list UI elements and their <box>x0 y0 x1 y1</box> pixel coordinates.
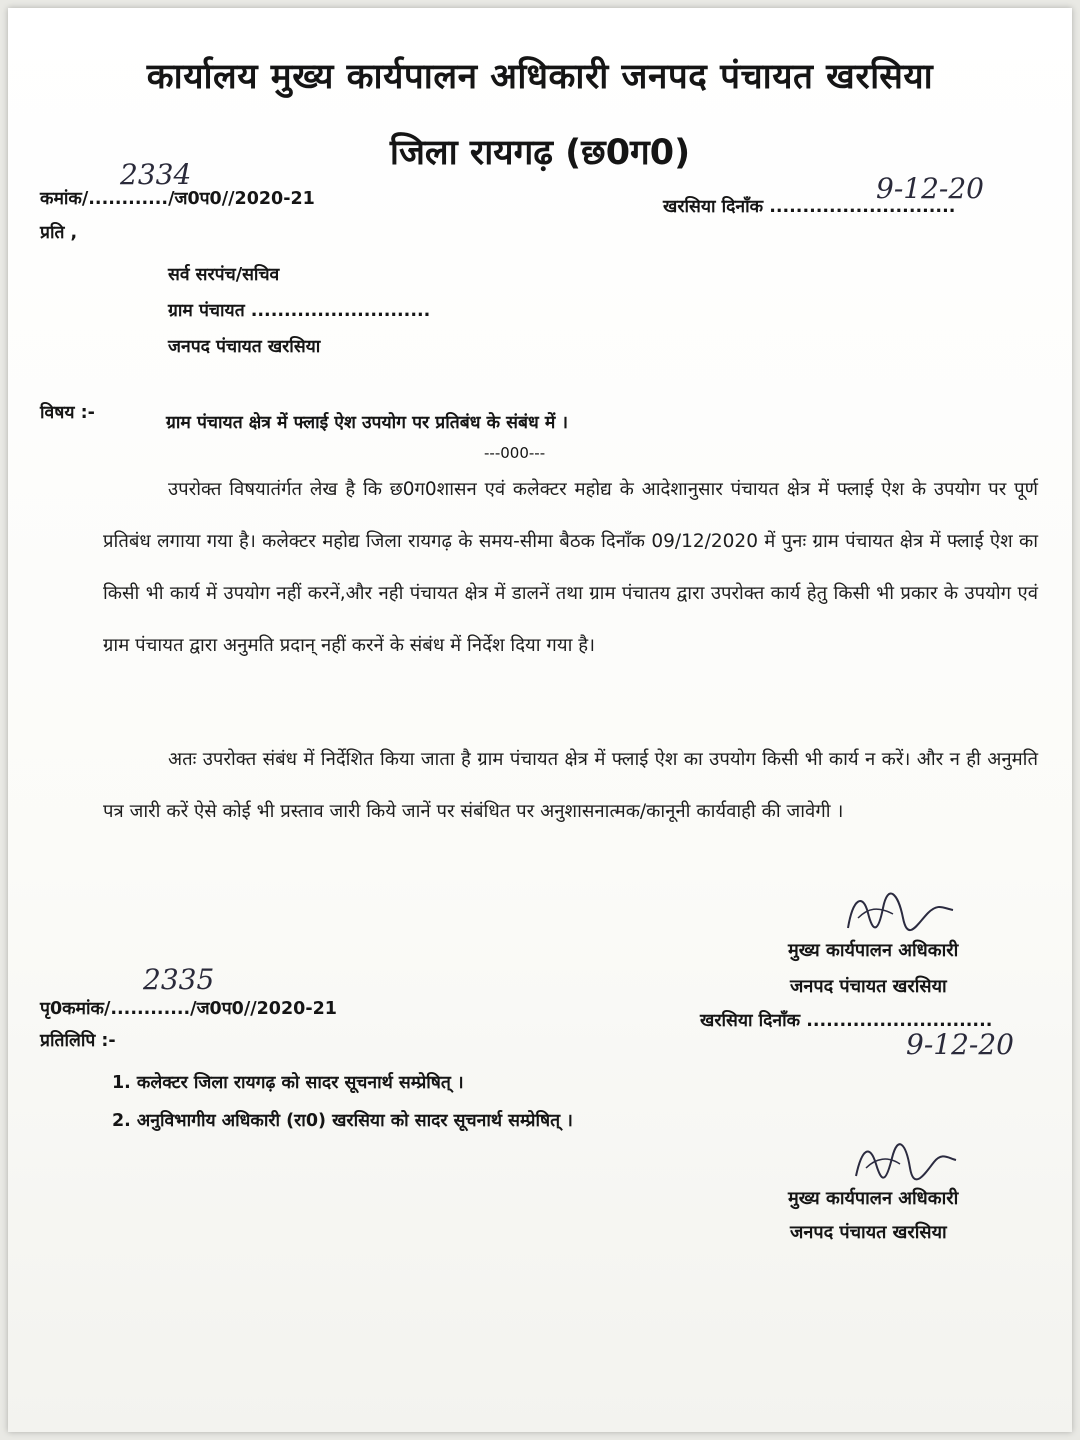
copy-kramank-line <box>40 996 337 1020</box>
copy-kramank-dots: ............ <box>110 999 191 1019</box>
separator: ---000--- <box>484 444 546 462</box>
copy-place-date-label: खरसिया दिनाँक <box>700 1011 801 1031</box>
letter-page <box>8 8 1072 1432</box>
kramank-handwritten: 2334 <box>120 158 192 191</box>
copy-date-handwritten: 9-12-20 <box>906 1028 1014 1061</box>
district-heading: जिला रायगढ़ (छ0ग0) <box>389 133 691 173</box>
date-handwritten: 9-12-20 <box>876 172 984 205</box>
place-date-label: खरसिया दिनाँक <box>663 197 764 217</box>
recipient-line-3: जनपद पंचायत खरसिया <box>168 337 321 357</box>
kramank-dots: ............ <box>88 189 169 209</box>
office-heading: कार्यालय मुख्य कार्यपालन अधिकारी जनपद पंचायत खरसिया <box>146 57 934 97</box>
signature-2-office: जनपद पंचायत खरसिया <box>790 1222 947 1243</box>
copy-list-item-2: 2. अनुविभागीय अधिकारी (रा0) खरसिया को सादर सूचनार्थ सम्प्रेषित् । <box>112 1111 573 1131</box>
copy-kramank-handwritten: 2335 <box>143 963 215 996</box>
signature-2-scribble <box>848 1138 958 1188</box>
copy-date-dots: ............................ <box>806 1011 993 1031</box>
recipient-line-1: सर्व सरपंच/सचिव <box>168 265 280 285</box>
copy-kramank-label: पृ0कमांक/ <box>40 999 111 1019</box>
signature-1-office: जनपद पंचायत खरसिया <box>790 976 947 997</box>
recipient-line-2: ग्राम पंचायत ........................... <box>168 301 431 321</box>
signature-2-title: मुख्य कार्यपालन अधिकारी <box>788 1188 959 1209</box>
prati-label: प्रति , <box>40 223 78 243</box>
subject-label: विषय :- <box>40 403 95 423</box>
kramank-suffix: /ज0प0//2020-21 <box>168 189 315 209</box>
body-paragraph-2: अतः उपरोक्त संबंध में निर्देशित किया जाता है ग्राम पंचायत क्षेत्र में फ्लाई ऐश का उपयोग किसी भी कार्य न करें। और न ही अनुमति पत्र जारी करें ऐसे कोई भी प्रस्ताव जारी किये जानें पर संबंधित पर अनुशासनात्मक/कानूनी कार्यवाही की जावेगी । <box>103 749 1038 822</box>
copy-list-label: प्रतिलिपि :- <box>40 1031 116 1051</box>
copy-kramank-suffix: /ज0प0//2020-21 <box>190 999 337 1019</box>
signature-1-title: मुख्य कार्यपालन अधिकारी <box>788 940 959 961</box>
subject-text: ग्राम पंचायत क्षेत्र में फ्लाई ऐश उपयोग पर प्रतिबंध के संबंध में । <box>166 413 569 433</box>
body-paragraph-1: उपरोक्त विषयातंर्गत लेख है कि छ0ग0शासन एवं कलेक्टर महोद्य के आदेशानुसार पंचायत क्षेत्र में फ्लाई ऐश के उपयोग पर पूर्ण प्रतिबंध लगाया गया है। कलेक्टर महोद्य जिला रायगढ़ के समय-सीमा बैठक दिनाँक 09/12/2020 में पुनः ग्राम पंचायत क्षेत्र में फ्लाई ऐश का किसी भी कार्य में उपयोग नहीं करनें,और नही पंचायत क्षेत्र में डालनें तथा ग्राम पंचातय द्वारा उपरोक्त कार्य हेतु किसी भी प्रकार के उपयोग एवं ग्राम पंचायत द्वारा अनुमति प्रदान् नहीं करनें के संबंध में निर्देश दिया गया है। <box>103 479 1038 656</box>
copy-list-item-1: 1. कलेक्टर जिला रायगढ़ को सादर सूचनार्थ सम्प्रेषित् । <box>112 1073 464 1093</box>
signature-1-scribble <box>838 888 958 938</box>
date-dots: ............................ <box>769 197 956 217</box>
kramank-label: कमांक/ <box>40 189 89 209</box>
